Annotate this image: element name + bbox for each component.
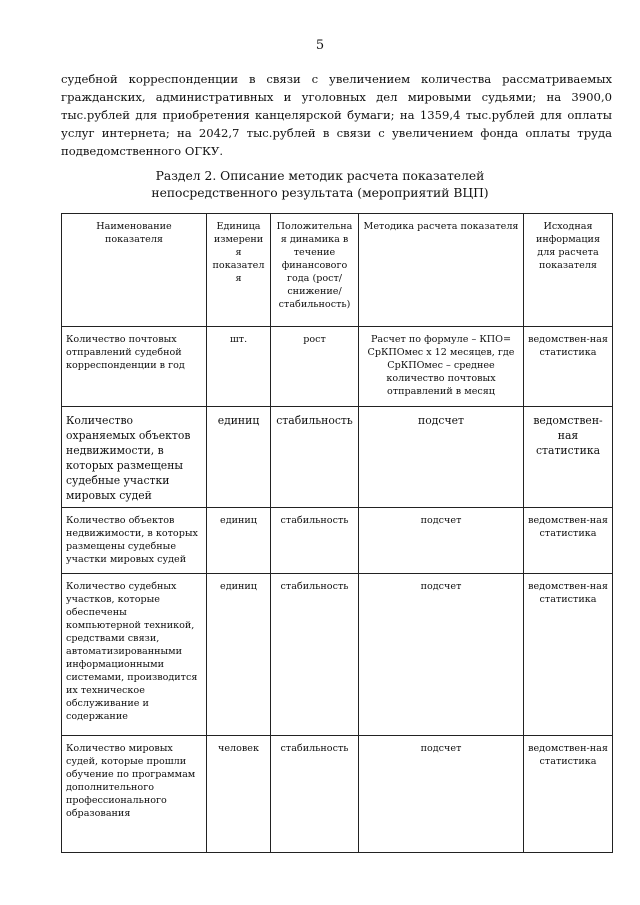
cell-indicator-name: Количество объектов недвижимости, в которых размещены судебные участки мировых судей [62, 508, 207, 574]
section-title-line-1: Раздел 2. Описание методик расчета показателей [155, 169, 485, 183]
header-source-info: Исходная информация для расчета показателя [524, 214, 613, 327]
cell-methodology: подсчет [359, 508, 524, 574]
cell-methodology: подсчет [359, 574, 524, 736]
header-dynamics: Положительная динамика в течение финансового года (рост/снижение/ стабильность) [271, 214, 359, 327]
cell-indicator-name: Количество мировых судей, которые прошли обучение по программам дополнительного профессионального образования [62, 736, 207, 853]
cell-dynamics: рост [271, 327, 359, 407]
table-row [62, 407, 613, 508]
cell-indicator-name: Количество судебных участков, которые обеспечены компьютерной техникой, средствами связи, автоматизированными информационными системами, производится их техническое обслуживание и содержание [62, 574, 207, 736]
table-row [62, 327, 613, 407]
section-title [0, 168, 640, 202]
section-title-line-2: непосредственного результата (мероприятий ВЦП) [151, 186, 489, 200]
cell-source-info: ведомствен-ная статистика [524, 327, 613, 407]
cell-methodology: Расчет по формуле – КПО= СрКПОмес х 12 месяцев, где СрКПОмес – среднее количество почтовых отправлений в месяц [359, 327, 524, 407]
cell-methodology: подсчет [359, 736, 524, 853]
cell-indicator-name: Количество охраняемых объектов недвижимости, в которых размещены судебные участки мировых судей [62, 407, 207, 508]
page-number: 5 [315, 38, 325, 53]
cell-unit: шт. [207, 327, 271, 407]
intro-paragraph: судебной корреспонденции в связи с увеличением количества рассматриваемых гражданских, административных и уголовных дел мировыми судьями; на 3900,0 тыс.рублей для приобретения канцелярской бумаги; на 1359,4 тыс.рублей для оплаты услуг интернета; на 2042,7 тыс.рублей в связи с увеличением фонда оплаты труда подведомственного ОГКУ. [61, 72, 612, 158]
table-header-row [62, 214, 613, 327]
cell-unit: единиц [207, 508, 271, 574]
table-row [62, 736, 613, 853]
methodology-table [61, 213, 613, 853]
cell-dynamics: стабильность [271, 736, 359, 853]
cell-unit: человек [207, 736, 271, 853]
cell-source-info: ведомствен-ная статистика [524, 508, 613, 574]
cell-dynamics: стабильность [271, 574, 359, 736]
cell-indicator-name: Количество почтовых отправлений судебной корреспонденции в год [62, 327, 207, 407]
cell-methodology: подсчет [359, 407, 524, 508]
cell-dynamics: стабильность [271, 407, 359, 508]
cell-unit: единиц [207, 407, 271, 508]
cell-source-info: ведомствен-ная статистика [524, 407, 613, 508]
table-row [62, 574, 613, 736]
cell-source-info: ведомствен-ная статистика [524, 574, 613, 736]
header-indicator-name: Наименование показателя [62, 214, 207, 327]
header-unit: Единица измерения показателя [207, 214, 271, 327]
cell-dynamics: стабильность [271, 508, 359, 574]
header-methodology: Методика расчета показателя [359, 214, 524, 327]
cell-unit: единиц [207, 574, 271, 736]
cell-source-info: ведомствен-ная статистика [524, 736, 613, 853]
table-row [62, 508, 613, 574]
